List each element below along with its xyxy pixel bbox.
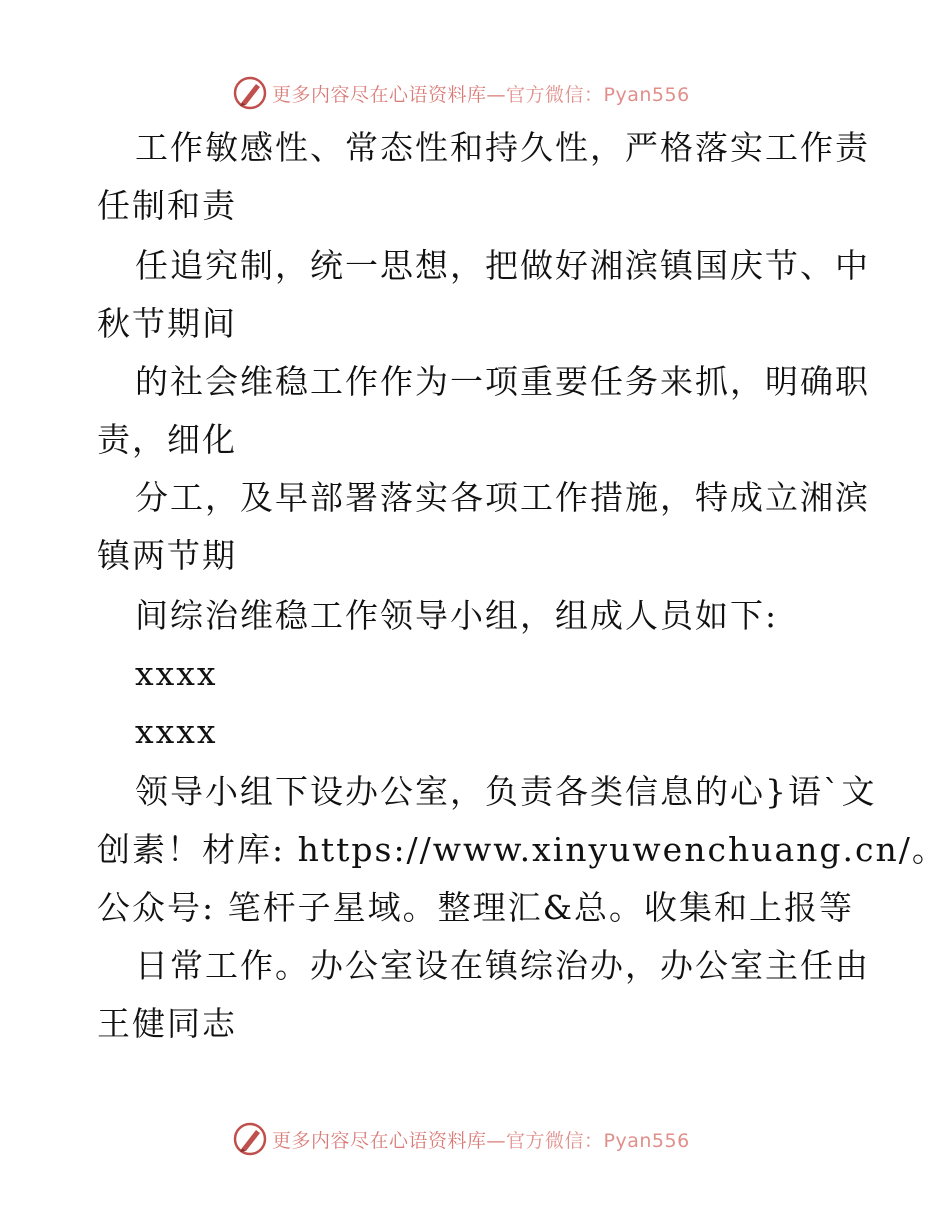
paragraph-line: xxxx — [135, 654, 218, 693]
banner-text — [272, 1126, 690, 1153]
banner-wechat-label: 官方微信： — [506, 1130, 604, 1152]
banner-separator: — — [486, 1130, 507, 1152]
paragraph-line: 日常工作。办公室设在镇综治办，办公室主任由 — [135, 946, 870, 985]
paragraph-line: 间综治维稳工作领导小组，组成人员如下: — [135, 596, 779, 635]
banner-wechat-id: Pyan556 — [603, 1130, 690, 1152]
paragraph-line: 任制和责 — [97, 186, 237, 225]
paragraph-line: 责，细化 — [97, 420, 237, 459]
banner-wechat-id: Pyan556 — [603, 84, 690, 106]
paragraph-line: 任追究制，统一思想，把做好湘滨镇国庆节、中 — [135, 246, 870, 285]
paragraph-line: 创素！材库: https://www.xinyuwenchuang.cn/。 — [97, 830, 947, 869]
banner-separator: — — [486, 84, 507, 106]
pen-logo-icon — [232, 1121, 268, 1157]
paragraph-line: 镇两节期 — [97, 536, 237, 575]
paragraph-line: 分工，及早部署落实各项工作措施，特成立湘滨 — [135, 478, 870, 517]
paragraph-line: 领导小组下设办公室，负责各类信息的心}语`文 — [135, 772, 877, 811]
banner-main-text: 更多内容尽在心语资料库 — [272, 1130, 487, 1152]
banner-wechat-label: 官方微信： — [506, 84, 604, 106]
bottom-watermark-banner — [0, 1118, 950, 1158]
paragraph-line: xxxx — [135, 712, 218, 751]
paragraph-line: 的社会维稳工作作为一项重要任务来抓，明确职 — [135, 362, 870, 401]
paragraph-line: 工作敏感性、常态性和持久性，严格落实工作责 — [135, 128, 870, 167]
paragraph-line: 公众号: 笔杆子星域。整理汇&总。收集和上报等 — [97, 888, 854, 927]
paragraph-line: 秋节期间 — [97, 304, 237, 343]
paragraph-line: 王健同志 — [97, 1004, 237, 1043]
banner-main-text: 更多内容尽在心语资料库 — [272, 84, 487, 106]
